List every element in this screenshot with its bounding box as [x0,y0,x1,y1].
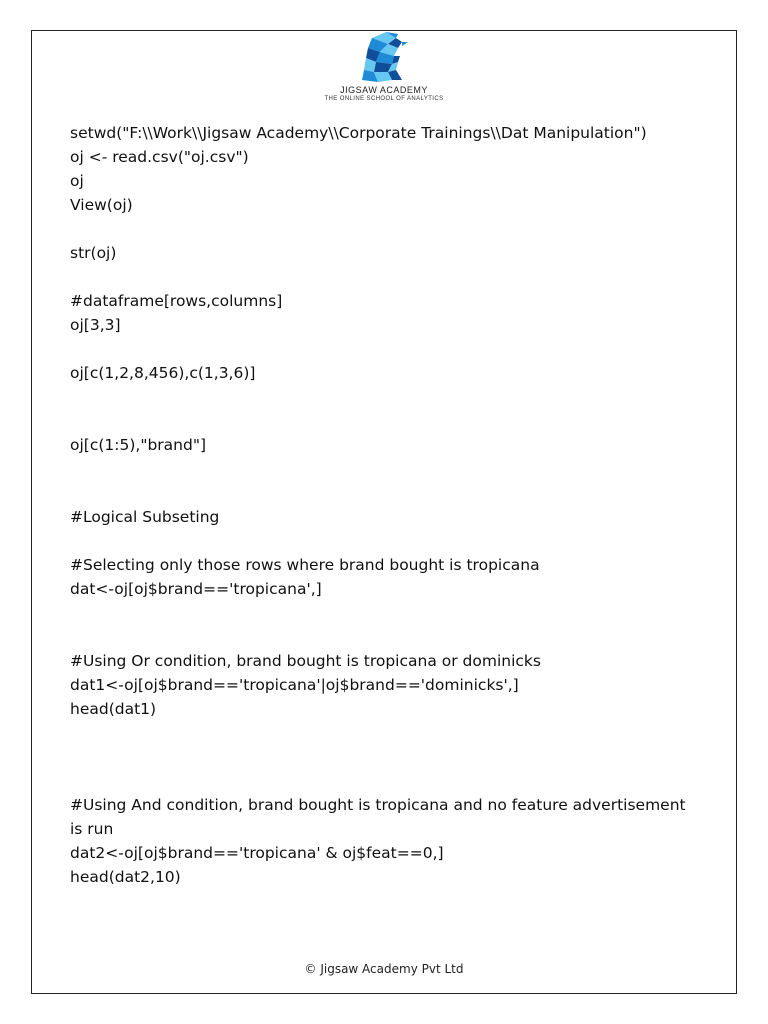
code-line: dat2<-oj[oj$brand=='tropicana' & oj$feat==0,] [70,844,444,862]
footer-copyright: © Jigsaw Academy Pvt Ltd [304,962,464,976]
code-line: #Using Or condition, brand bought is tropicana or dominicks [70,652,541,670]
blank-line [70,385,720,409]
blank-line [70,529,720,553]
jigsaw-head-logo-icon [358,30,410,84]
blank-line [70,745,720,769]
blank-line [70,769,720,793]
code-line: #Selecting only those rows where brand bought is tropicana [70,556,540,574]
blank-line [70,625,720,649]
code-line: oj <- read.csv("oj.csv") [70,148,249,166]
code-line: setwd("F:\\Work\\Jigsaw Academy\\Corporate Trainings\\Dat Manipulation") [70,124,647,142]
code-line: oj[3,3] [70,316,121,334]
blank-line [70,481,720,505]
blank-line [70,265,720,289]
code-line: oj[c(1,2,8,456),c(1,3,6)] [70,364,256,382]
logo-name: JIGSAW ACADEMY [340,85,428,95]
blank-line [70,217,720,241]
code-line: #Logical Subseting [70,508,220,526]
code-line: #Using And condition, brand bought is tropicana and no feature advertisement [70,796,686,814]
jigsaw-academy-logo [0,30,768,102]
blank-line [70,337,720,361]
code-line: #dataframe[rows,columns] [70,292,283,310]
code-block [70,121,720,889]
code-line: oj[c(1:5),"brand"] [70,436,207,454]
code-line: oj [70,172,84,190]
code-line: dat<-oj[oj$brand=='tropicana',] [70,580,322,598]
blank-line [70,409,720,433]
logo-tagline: THE ONLINE SCHOOL OF ANALYTICS [324,96,444,102]
blank-line [70,601,720,625]
code-line: View(oj) [70,196,133,214]
code-line: dat1<-oj[oj$brand=='tropicana'|oj$brand=='dominicks',] [70,676,519,694]
code-line: head(dat1) [70,700,157,718]
blank-line [70,457,720,481]
code-line: is run [70,820,114,838]
blank-line [70,721,720,745]
code-line: str(oj) [70,244,117,262]
code-line: head(dat2,10) [70,868,181,886]
